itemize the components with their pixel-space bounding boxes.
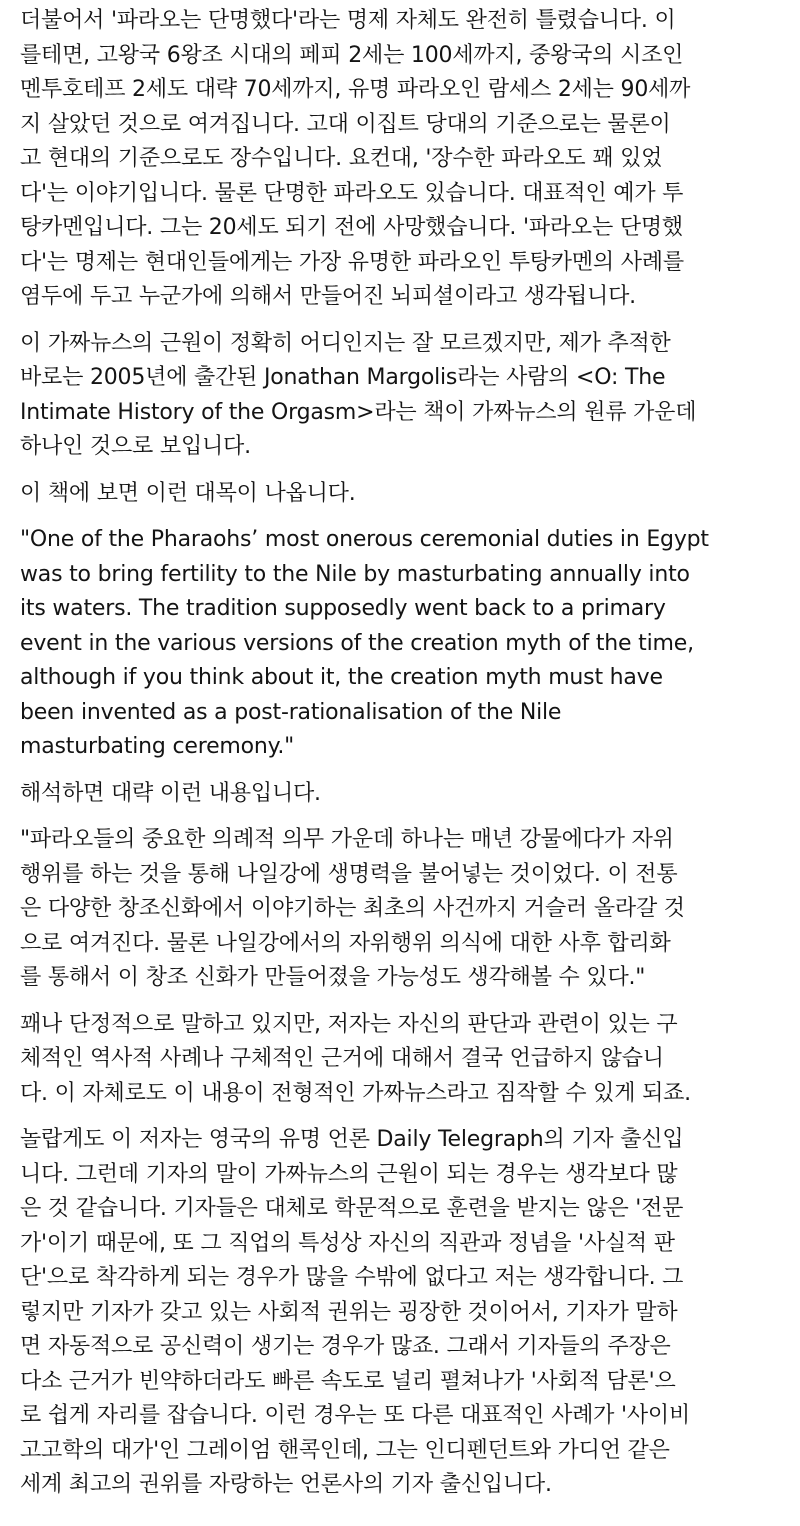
- text-line: 단'으로 착각하게 되는 경우가 많을 수밖에 없다고 저는 생각합니다. 그: [20, 1265, 684, 1290]
- text-line: 으로 여겨진다. 물론 나일강에서의 자위행위 의식에 대한 사후 합리화: [20, 930, 671, 956]
- text-line: masturbating ceremony.": [20, 734, 295, 759]
- text-line: 이 가짜뉴스의 근원이 정확히 어디인지는 잘 모르겠지만, 제가 추적한: [20, 330, 671, 356]
- text-line: 바로는 2005년에 출간된 Jonathan Margolis라는 사람의 <O: The: [20, 365, 666, 390]
- text-line: "파라오들의 중요한 의례적 의무 가운데 하나는 매년 강물에다가 자위: [20, 827, 674, 852]
- text-line: 를 통해서 이 창조 신화가 만들어졌을 가능성도 생각해볼 수 있다.": [20, 965, 646, 990]
- text-line: 고고학의 대가'인 그레이엄 핸콕인데, 그는 인디펜던트와 가디언 같은: [20, 1437, 670, 1463]
- text-line: Intimate History of the Orgasm>라는 책이 가짜뉴스의 원류 가운데: [20, 399, 697, 425]
- text-line: 해석하면 대략 이런 내용입니다.: [20, 780, 321, 806]
- text-line: 면 자동적으로 공신력이 생기는 경우가 많죠. 그래서 기자들의 주장은: [20, 1334, 671, 1359]
- paragraph: [20, 1123, 782, 1503]
- text-line: "One of the Pharaohs’ most onerous ceremonial duties in Egypt: [20, 527, 709, 552]
- text-line: 행위를 하는 것을 통해 나일강에 생명력을 불어넣는 것이었다. 이 전통: [20, 861, 678, 887]
- text-line: been invented as a post-rationalisation of the Nile: [20, 699, 562, 725]
- text-line: 니다. 그런데 기자의 말이 가짜뉴스의 근원이 되는 경우는 생각보다 많: [20, 1161, 678, 1187]
- text-line: 세계 최고의 권위를 자랑하는 언론사의 기자 출신입니다.: [20, 1472, 552, 1497]
- text-line: 은 것 같습니다. 기자들은 대체로 학문적으로 훈련을 받지는 않은 '전문: [20, 1196, 684, 1221]
- text-line: 다소 근거가 빈약하더라도 빠른 속도로 널리 펼쳐나가 '사회적 담론'으: [20, 1368, 676, 1394]
- paragraph: [20, 327, 782, 465]
- text-line: 다. 이 자체로도 이 내용이 전형적인 가짜뉴스라고 짐작할 수 있게 되죠.: [20, 1080, 691, 1106]
- paragraph: [20, 4, 782, 315]
- paragraph: [20, 477, 782, 512]
- text-line: its waters. The tradition supposedly went back to a primary: [20, 596, 666, 621]
- text-line: 탕카멘입니다. 그는 20세도 되기 전에 사망했습니다. '파라오는 단명했: [20, 215, 683, 240]
- paragraph: [20, 823, 782, 996]
- paragraph: [20, 1008, 782, 1112]
- text-line: 다'는 이야기입니다. 물론 단명한 파라오도 있습니다. 대표적인 예가 투: [20, 180, 684, 206]
- text-line: 멘투호테프 2세도 대략 70세까지, 유명 파라오인 람세스 2세는 90세까: [20, 77, 691, 102]
- text-line: 지 살았던 것으로 여겨집니다. 고대 이집트 당대의 기준으로는 물론이: [20, 111, 671, 137]
- paragraph: [20, 523, 782, 765]
- paragraph: [20, 777, 782, 812]
- text-line: 로 쉽게 자리를 잡습니다. 이런 경우는 또 다른 대표적인 사례가 '사이비: [20, 1403, 691, 1428]
- text-line: 를테면, 고왕국 6왕조 시대의 페피 2세는 100세까지, 중왕국의 시조인: [20, 42, 684, 68]
- text-line: although if you think about it, the creation myth must have: [20, 665, 663, 690]
- text-line: 다'는 명제는 현대인들에게는 가장 유명한 파라오인 투탕카멘의 사례를: [20, 249, 684, 275]
- text-line: 렇지만 기자가 갖고 있는 사회적 권위는 굉장한 것이어서, 기자가 말하: [20, 1299, 678, 1325]
- text-line: was to bring fertility to the Nile by masturbating annually into: [20, 561, 690, 587]
- text-line: 놀랍게도 이 저자는 영국의 유명 언론 Daily Telegraph의 기자 출신입: [20, 1127, 684, 1152]
- text-line: 가'이기 때문에, 또 그 직업의 특성상 자신의 직관과 정념을 '사실적 판: [20, 1230, 675, 1256]
- text-line: 더불어서 '파라오는 단명했다'라는 명제 자체도 완전히 틀렸습니다. 이: [20, 8, 676, 33]
- text-line: event in the various versions of the creation myth of the time,: [20, 630, 694, 656]
- text-line: 은 다양한 창조신화에서 이야기하는 최초의 사건까지 거슬러 올라갈 것: [20, 896, 685, 921]
- text-line: 체적인 역사적 사례나 구체적인 근거에 대해서 결국 언급하지 않습니: [20, 1046, 664, 1071]
- text-line: 염두에 두고 누군가에 의해서 만들어진 뇌피셜이라고 생각됩니다.: [20, 284, 636, 309]
- text-line: 고 현대의 기준으로도 장수입니다. 요컨대, '장수한 파라오도 꽤 있었: [20, 146, 663, 171]
- text-line: 꽤나 단정적으로 말하고 있지만, 저자는 자신의 판단과 관련이 있는 구: [20, 1011, 678, 1037]
- text-line: 이 책에 보면 이런 대목이 나옵니다.: [20, 480, 356, 506]
- text-line: 하나인 것으로 보입니다.: [20, 434, 251, 459]
